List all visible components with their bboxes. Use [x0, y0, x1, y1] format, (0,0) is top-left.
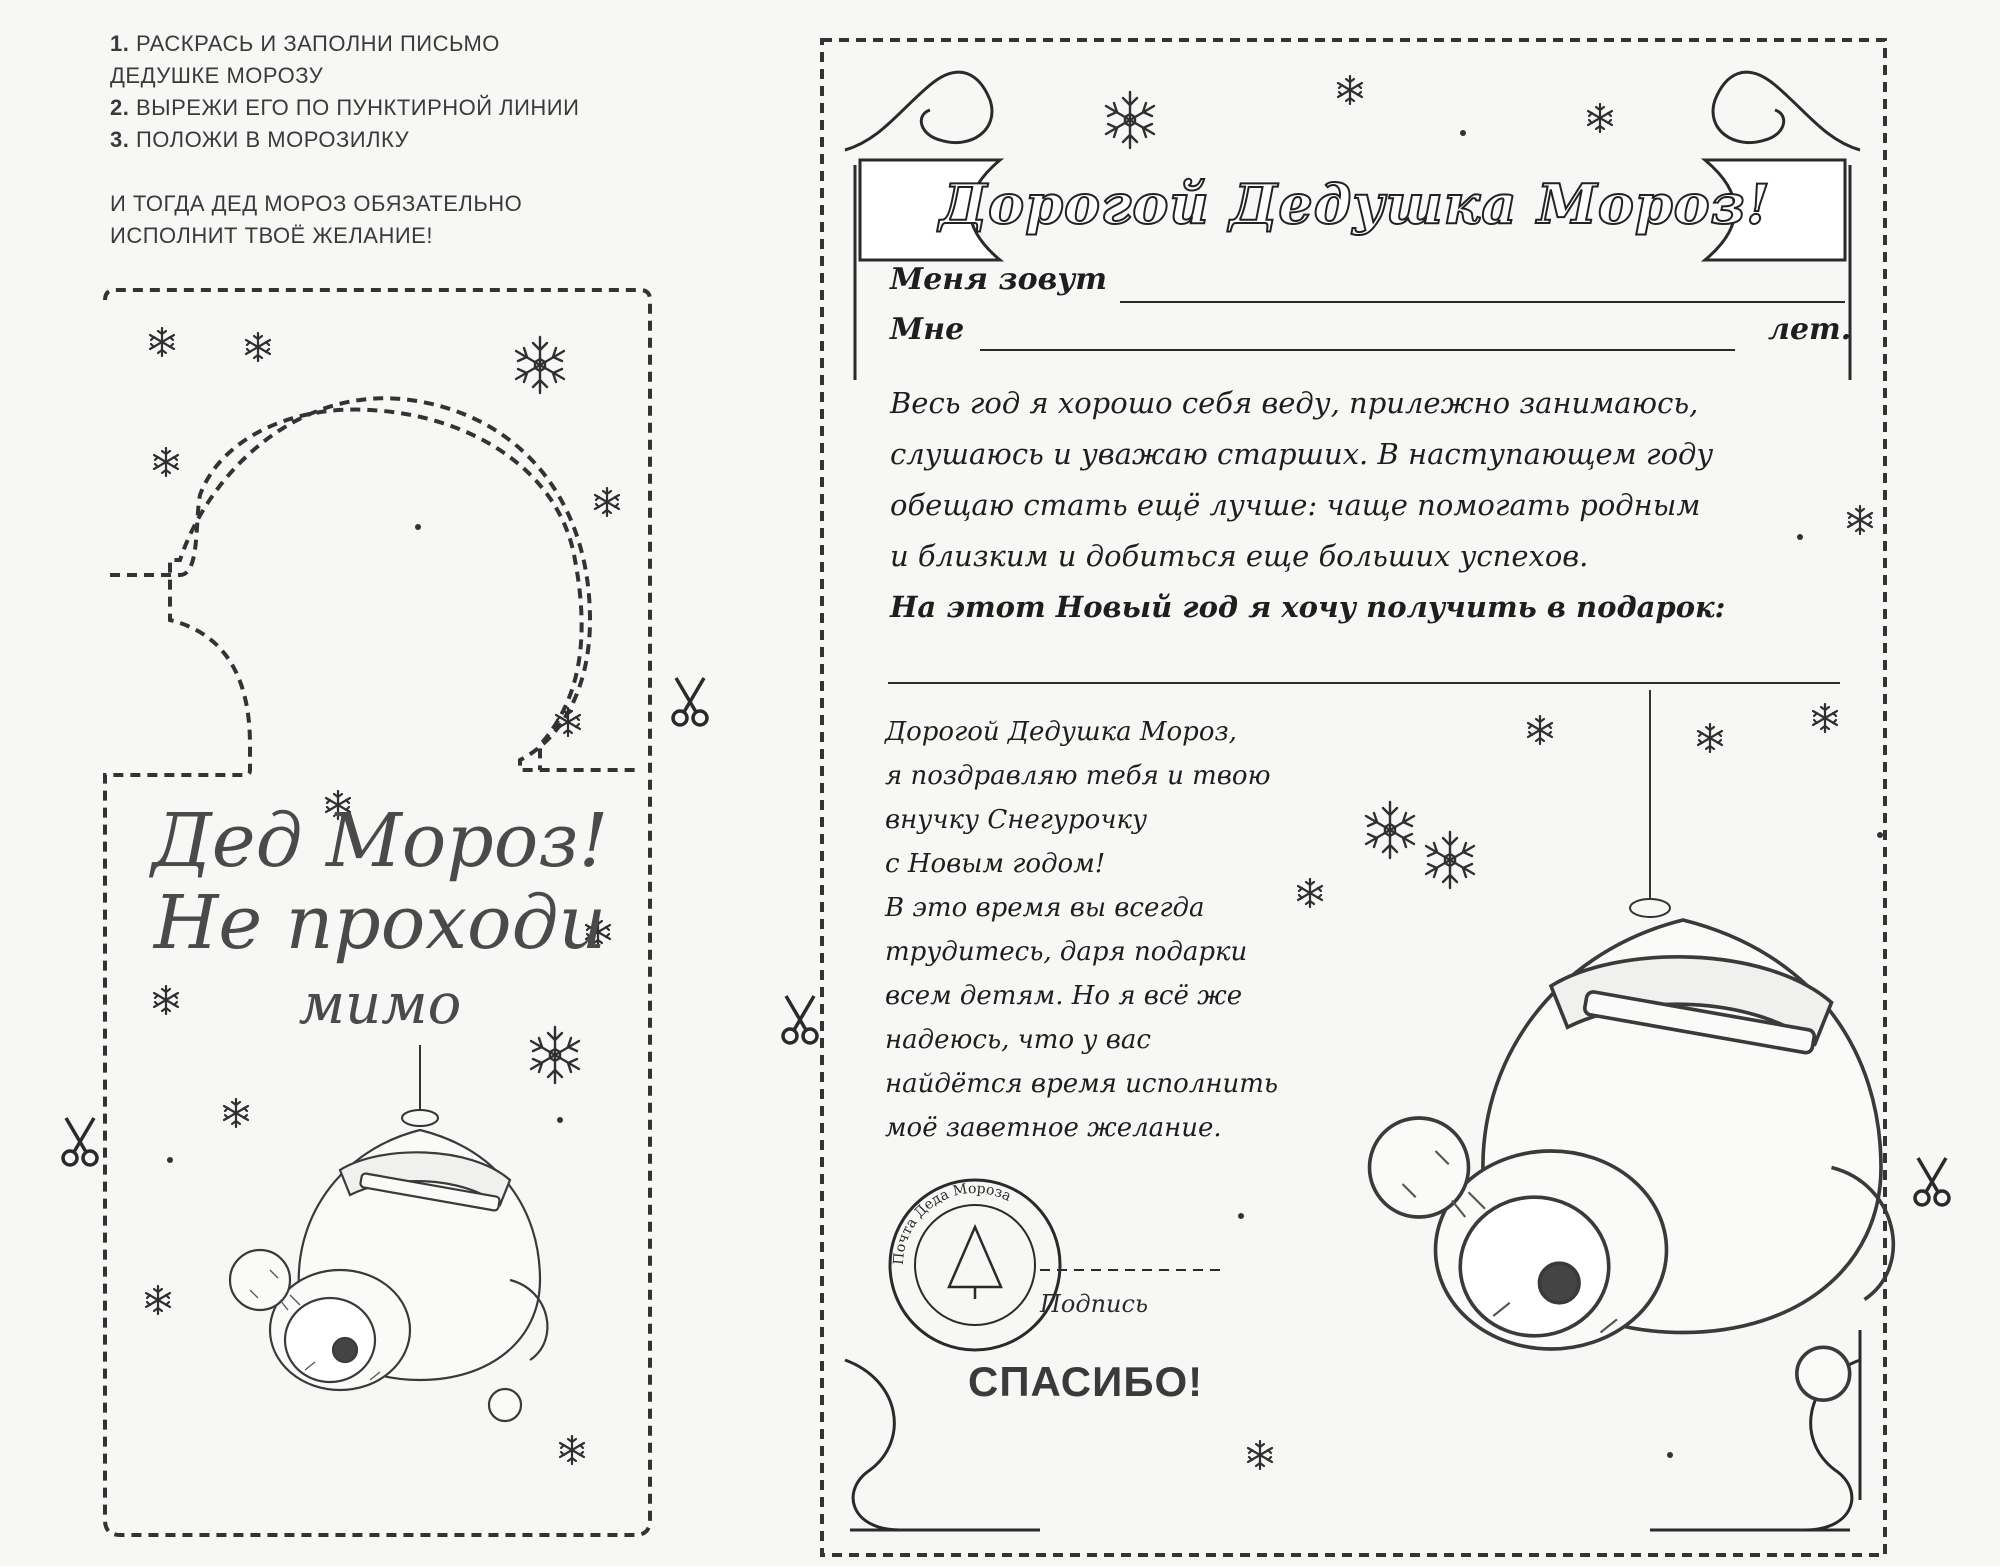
scissors-icon-2: [63, 1118, 97, 1165]
scissors-icon-1: [673, 678, 707, 725]
congrats-line-1: Дорогой Дедушка Мороз,: [885, 717, 1237, 747]
stamp-text-ring: [890, 1180, 1060, 1350]
congrats-line-7: всем детям. Но я всё же: [885, 981, 1243, 1011]
congrats-line-9: найдётся время исполнить: [885, 1069, 1279, 1099]
gift-field[interactable]: [888, 640, 1840, 684]
body-line-4: и близким и добиться еще больших успехов.: [890, 539, 1589, 573]
door-hanger-title-line-3: мимо: [298, 972, 462, 1037]
body-line-1: Весь год я хорошо себя веду, прилежно занимаюсь,: [890, 386, 1699, 420]
age-suffix: лет.: [1768, 312, 1852, 347]
signature-field[interactable]: [1040, 1240, 1222, 1272]
letter-body: [890, 378, 1850, 633]
age-label: Мне: [890, 312, 965, 347]
congrats-line-5: В это время вы всегда: [885, 893, 1205, 923]
signature-label: Подпись: [1040, 1290, 1149, 1318]
congrats-line-6: трудитесь, даря подарки: [885, 937, 1248, 967]
instruction-step-1-cont: ДЕДУШКЕ МОРОЗУ: [110, 63, 324, 88]
instruction-step-2: 2. ВЫРЕЖИ ЕГО ПО ПУНКТИРНОЙ ЛИНИИ: [110, 95, 580, 120]
name-field[interactable]: [1120, 262, 1845, 302]
door-hanger-title-line-1: Дед Мороз!: [151, 798, 609, 884]
svg-text:Почта Деда Мороза: Почта Деда Мороза: [890, 1180, 1014, 1266]
congrats-line-10: моё заветное желание.: [885, 1113, 1222, 1143]
congrats-text: [885, 710, 1345, 1150]
body-line-3: обещаю стать ещё лучше: чаще помогать родным: [890, 488, 1701, 522]
age-field[interactable]: [980, 312, 1735, 352]
letter-heading: Дорогой Дедушка Мороз!: [939, 172, 1771, 236]
door-hanger-title-line-2: Не проходи: [153, 880, 607, 966]
instruction-step-3: 3. ПОЛОЖИ В МОРОЗИЛКУ: [110, 127, 410, 152]
scissors-icon-4: [1915, 1158, 1949, 1205]
body-line-2: слушаюсь и уважаю старших. В наступающем году: [890, 437, 1714, 471]
gift-line: На этот Новый год я хочу получить в подарок:: [890, 590, 1726, 624]
congrats-line-4: с Новым годом!: [885, 849, 1106, 879]
congrats-line-3: внучку Снегурочку: [885, 805, 1148, 835]
instruction-step-1: 1. РАСКРАСЬ И ЗАПОЛНИ ПИСЬМО: [110, 31, 500, 56]
congrats-line-8: надеюсь, что у вас: [885, 1025, 1151, 1055]
scissors-icon-3: [783, 996, 817, 1043]
door-hanger-title: [140, 800, 620, 1046]
instruction-note-2: ИСПОЛНИТ ТВОЁ ЖЕЛАНИЕ!: [110, 223, 433, 248]
name-label: Меня зовут: [890, 262, 1108, 297]
congrats-line-2: я поздравляю тебя и твою: [885, 761, 1271, 791]
thanks-text: СПАСИБО!: [968, 1358, 1204, 1405]
instruction-note-1: И ТОГДА ДЕД МОРОЗ ОБЯЗАТЕЛЬНО: [110, 191, 523, 216]
